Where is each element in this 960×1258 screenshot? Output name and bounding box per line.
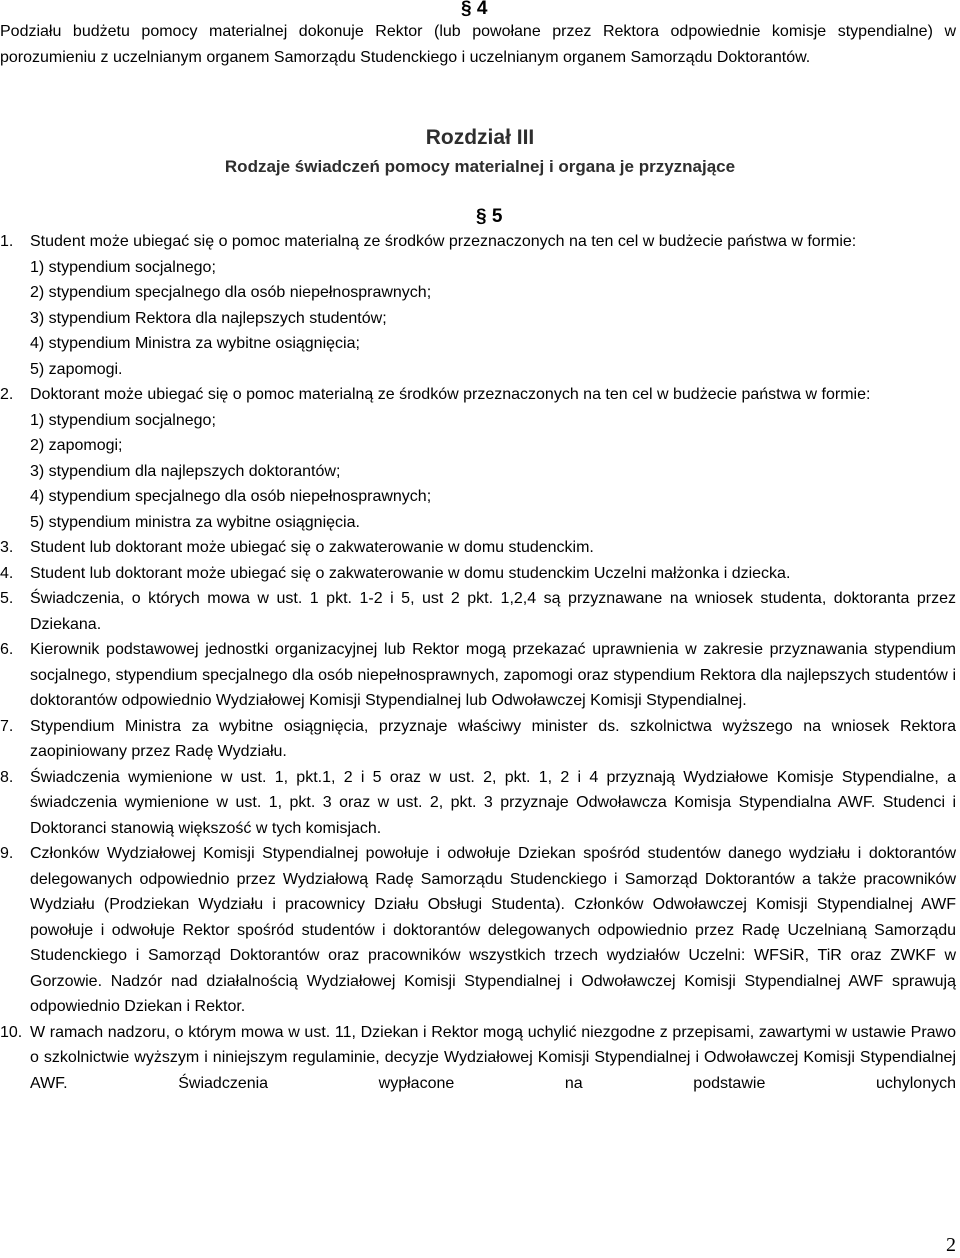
section-5-mark: § 5 xyxy=(476,206,503,227)
list-item-number: 8. xyxy=(0,768,14,786)
section-5-list xyxy=(0,229,956,1096)
sub-item: 1) stypendium socjalnego; xyxy=(30,411,216,429)
chapter-subtitle: Rodzaje świadczeń pomocy materialnej i organa je przyznające xyxy=(224,157,736,176)
list-item-1 xyxy=(0,229,956,382)
page-number: 2 xyxy=(946,1234,956,1256)
list-item-4 xyxy=(0,561,956,587)
section-4-mark: § 4 xyxy=(461,0,488,19)
list-item-text: Doktorant może ubiegać się o pomoc materialną ze środków przeznaczonych na ten cel w budżecie państwa w formie: xyxy=(30,386,871,403)
list-item-text: Student lub doktorant może ubiegać się o zakwaterowanie w domu studenckim Uczelni małżonka i dziecka. xyxy=(30,564,791,582)
list-item-number: 2. xyxy=(0,386,14,403)
sub-item: 2) stypendium specjalnego dla osób niepełnosprawnych; xyxy=(30,284,432,301)
list-item-number: 3. xyxy=(0,539,14,556)
sub-item: 4) stypendium Ministra za wybitne osiągnięcia; xyxy=(30,335,360,352)
chapter-title: Rozdział III xyxy=(425,126,535,149)
list-item-text: W ramach nadzoru, o którym mowa w ust. 11, Dziekan i Rektor mogą uchylić niezgodne z przepisami, zawartymi w ustawie Prawo o szkolnictwie wyższym i niniejszym regulaminie, decyzje Wydziałowej Komisji Stypendialnej i Odwoławczej Komisji Stypendialnej AWF. Świadczenia wypłacone na podstawie uchylonych xyxy=(30,1023,956,1092)
list-item-number: 5. xyxy=(0,590,14,607)
list-item-text: Świadczenia, o których mowa w ust. 1 pkt. 1-2 i 5, ust 2 pkt. 1,2,4 są przyznawane na wniosek studenta, doktoranta przez Dziekana. xyxy=(30,590,956,633)
list-item-number: 7. xyxy=(0,717,14,735)
list-item-3 xyxy=(0,535,956,561)
section-4-text: Podziału budżetu pomocy materialnej dokonuje Rektor (lub powołane przez Rektora odpowiednie komisje stypendialne) w porozumieniu z uczelnianym organem Samorządu Studenckiego i uczelnianym organem Samorządu Doktorantów. xyxy=(0,23,956,66)
list-item-text: Kierownik podstawowej jednostki organizacyjnej lub Rektor mogą przekazać uprawnienia w zakresie przyznawania stypendium socjalnego, stypendium specjalnego dla osób niepełnosprawnych, zapomogi oraz stypendium Rektora dla najlepszych studentów i doktorantów odpowiednio Wydziałowej Komisji Stypendialnej lub Odwoławczej Komisji Stypendialnej. xyxy=(30,641,956,709)
list-item-text: Student może ubiegać się o pomoc materialną ze środków przeznaczonych na ten cel w budżecie państwa w formie: xyxy=(30,233,857,250)
list-item-6 xyxy=(0,637,956,714)
list-item-8 xyxy=(0,765,956,842)
list-item-5 xyxy=(0,586,956,637)
list-item-2 xyxy=(0,382,956,535)
list-item-number: 9. xyxy=(0,845,14,862)
sub-item: 1) stypendium socjalnego; xyxy=(30,258,216,276)
sub-item: 4) stypendium specjalnego dla osób niepełnosprawnych; xyxy=(30,488,432,505)
list-item-9 xyxy=(0,841,956,1020)
sub-item: 5) stypendium ministra za wybitne osiągnięcia. xyxy=(30,513,360,531)
sub-item: 5) zapomogi. xyxy=(30,360,123,378)
list-item-number: 10. xyxy=(0,1023,23,1041)
list-item-number: 6. xyxy=(0,641,14,658)
sub-item: 3) stypendium Rektora dla najlepszych studentów; xyxy=(30,309,387,327)
list-item-7 xyxy=(0,714,956,765)
sub-item: 2) zapomogi; xyxy=(30,437,123,454)
list-item-text: Stypendium Ministra za wybitne osiągnięcia, przyznaje właściwy minister ds. szkolnictwa wyższego na wniosek Rektora zaopiniowany przez Radę Wydziału. xyxy=(30,717,956,760)
list-item-10 xyxy=(0,1020,956,1097)
list-item-number: 1. xyxy=(0,233,14,250)
list-item-text: Student lub doktorant może ubiegać się o zakwaterowanie w domu studenckim. xyxy=(30,539,594,556)
list-item-number: 4. xyxy=(0,564,14,582)
list-item-text: Członków Wydziałowej Komisji Stypendialnej powołuje i odwołuje Dziekan spośród studentów danego wydziału i doktorantów delegowanych odpowiednio przez Wydziałową Radę Samorządu Studenckiego i Samorząd Doktorantów a także pracowników Wydziału (Prodziekan Wydziału i pracownicy Działu Obsługi Studenta). Członków Odwoławczej Komisji Stypendialnej AWF powołuje i odwołuje Rektor spośród studentów i doktorantów delegowanych odpowiednio przez Radę Uczelnianą Samorządu Studenckiego i Samorząd Doktorantów oraz pracowników wszystkich trzech wydziałów Uczelni: WFSiR, TiR oraz ZWKF w Gorzowie. Nadzór nad działalnością Wydziałowej Komisji Stypendialnej i Odwoławczej Komisji Stypendialnej AWF sprawują odpowiednio Dziekan i Rektor. xyxy=(30,845,956,1015)
list-item-text: Świadczenia wymienione w ust. 1, pkt.1, 2 i 5 oraz w ust. 2, pkt. 1, 2 i 4 przyznają Wydziałowe Komisje Stypendialne, a świadczenia wymienione w ust. 1, pkt. 3 oraz w ust. 2, pkt. 3 przyznaje Odwoławcza Komisja Stypendialna AWF. Studenci i Doktoranci stanowią większość w tych komisjach. xyxy=(30,768,956,837)
sub-item: 3) stypendium dla najlepszych doktorantów; xyxy=(30,462,341,480)
